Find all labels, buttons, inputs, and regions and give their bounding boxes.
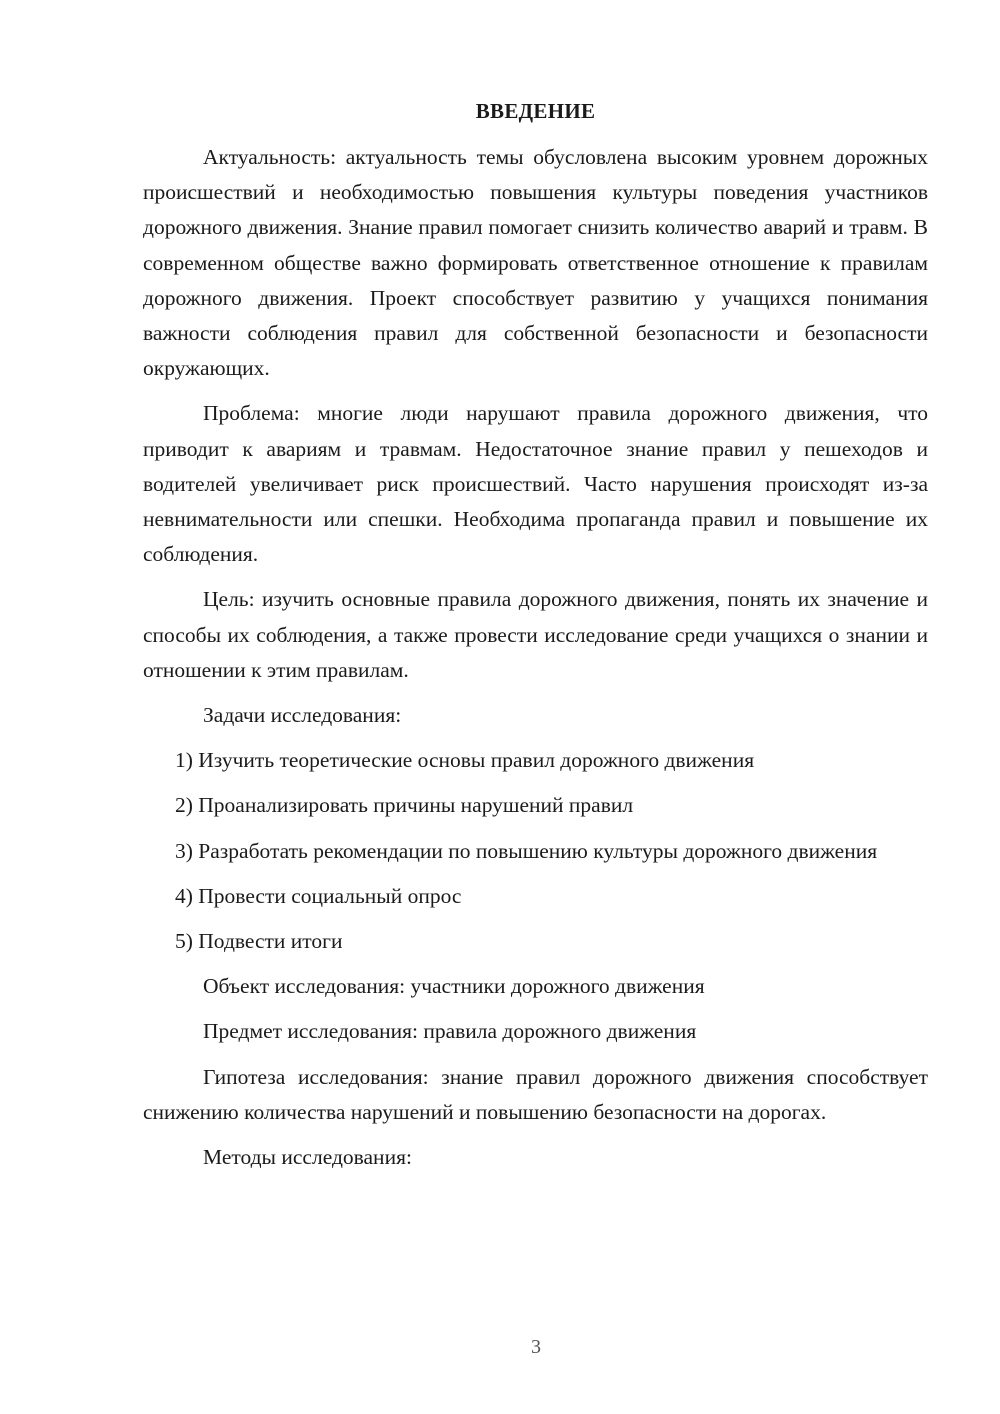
document-page (143, 94, 928, 1185)
object-line: Объект исследования: участники дорожного движения (203, 974, 705, 999)
task-item: 4) Провести социальный опрос (175, 883, 462, 908)
methods-title: Методы исследования: (203, 1145, 412, 1170)
subject-line: Предмет исследования: правила дорожного движения (203, 1019, 697, 1044)
relevance-paragraph: Актуальность: актуальность темы обусловлена высоким уровнем дорожных происшествий и необходимостью повышения культуры поведения участников дорожного движения. Знание правил помогает снизить количество аварий и травм. В современном обществе важно формировать ответственное отношение к правилам дорожного движения. Проект способствует развитию у учащихся понимания важности соблюдения правил для собственной безопасности и безопасности окружающих. (143, 145, 928, 381)
task-item: 5) Подвести итоги (175, 929, 343, 954)
task-item: 1) Изучить теоретические основы правил дорожного движения (175, 748, 755, 773)
task-item: 2) Проанализировать причины нарушений правил (175, 793, 634, 818)
tasks-title: Задачи исследования: (203, 703, 402, 728)
hypothesis-paragraph: Гипотеза исследования: знание правил дорожного движения способствует снижению количества нарушений и повышению безопасности на дорогах. (143, 1064, 928, 1124)
goal-paragraph: Цель: изучить основные правила дорожного движения, понять их значение и способы их соблюдения, а также провести исследование среди учащихся о знании и отношении к этим правилам. (143, 587, 928, 682)
problem-paragraph: Проблема: многие люди нарушают правила дорожного движения, что приводит к авариям и травмам. Недостаточное знание правил у пешеходов и водителей увеличивает риск происшествий. Часто нарушения происходят из-за невнимательности или спешки. Необходима пропаганда правил и повышение их соблюдения. (143, 401, 928, 567)
task-item: 3) Разработать рекомендации по повышению культуры дорожного движения (175, 838, 878, 863)
page-number: 3 (531, 1336, 541, 1358)
section-heading: ВВЕДЕНИЕ (475, 99, 596, 123)
